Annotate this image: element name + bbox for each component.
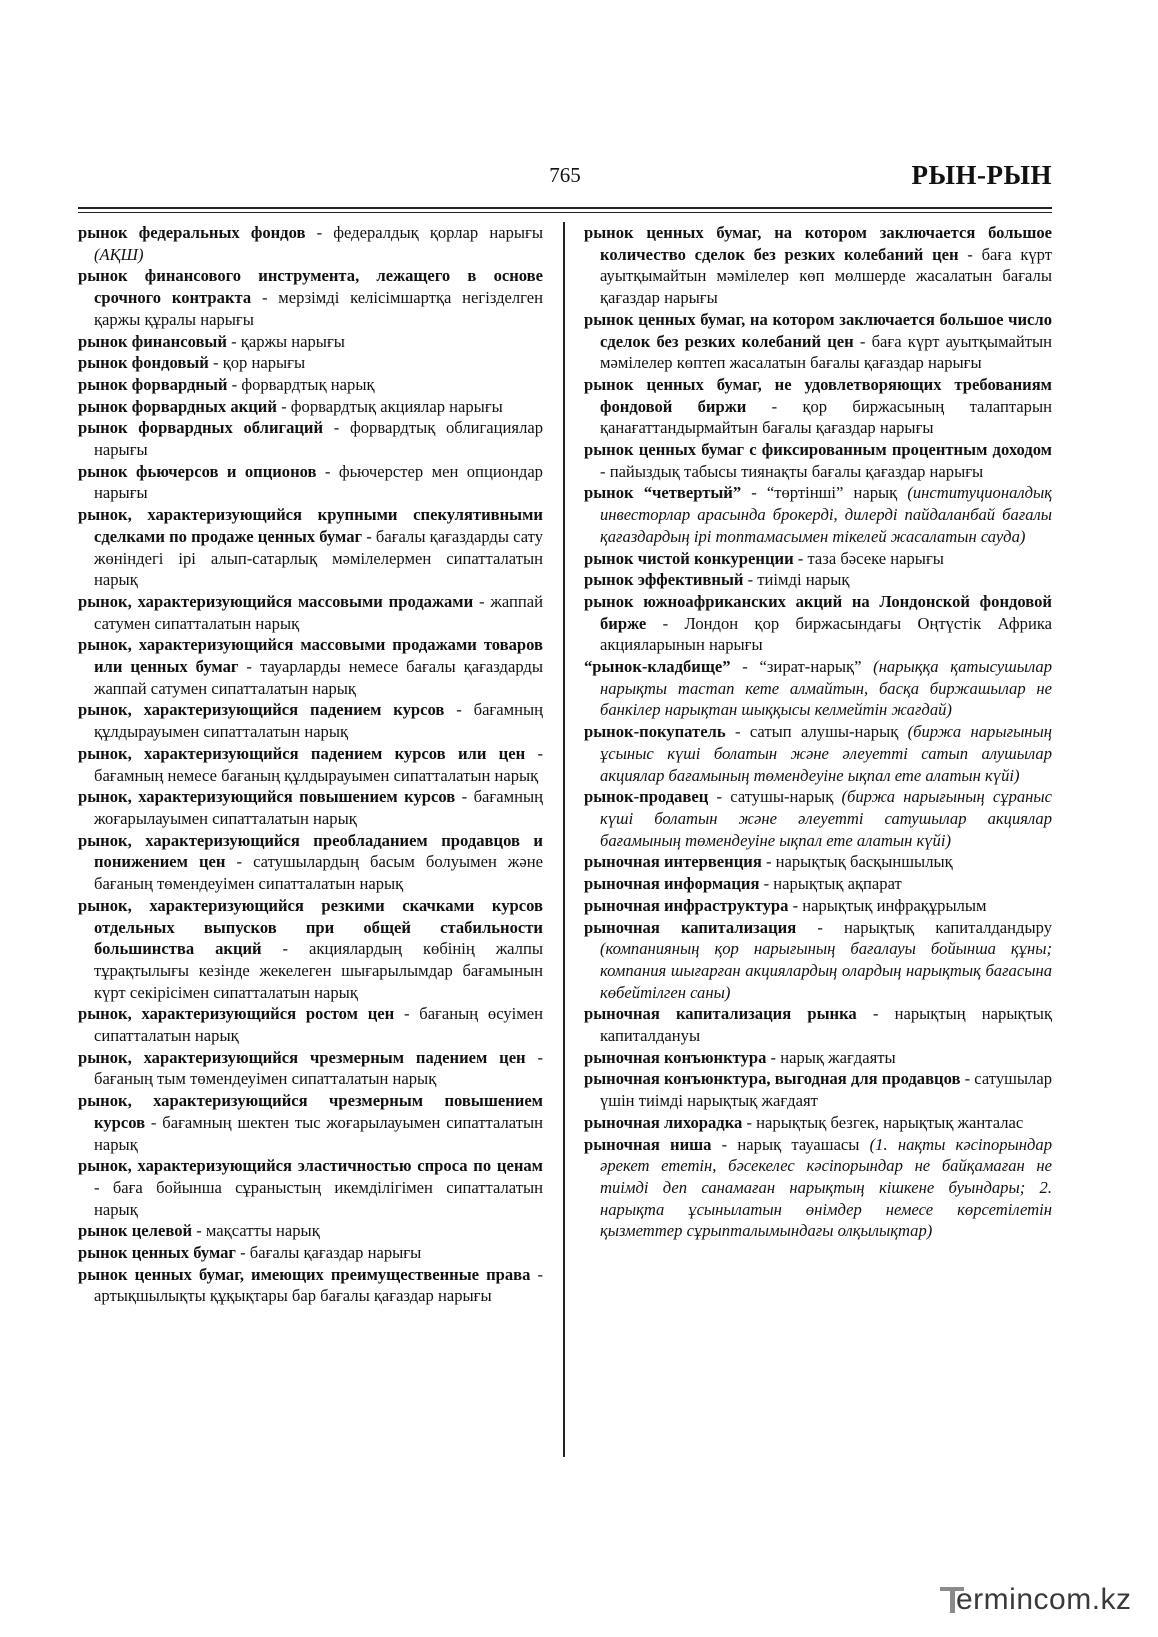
entry-term: рынок форвардный	[78, 374, 228, 394]
dictionary-entry	[78, 396, 543, 418]
entry-separator: -	[473, 591, 491, 611]
right-column	[584, 222, 1052, 1242]
entry-term: рынок ценных бумаг с фиксированным процентным доходом	[584, 440, 1052, 460]
entry-separator: -	[530, 1264, 543, 1284]
entry-separator: -	[323, 418, 350, 438]
dictionary-entry	[78, 417, 543, 460]
entry-term: “рынок-кладбище”	[584, 657, 731, 677]
dictionary-entry	[584, 309, 1052, 374]
entry-note: (АҚШ)	[94, 244, 144, 264]
entry-separator: -	[741, 483, 767, 503]
entry-separator: -	[261, 939, 310, 959]
entry-separator: -	[235, 1243, 250, 1263]
termincom-logo	[940, 1583, 1140, 1623]
entry-term: рынок форвардных акций	[78, 396, 277, 416]
entry-term: рыночная интервенция	[584, 852, 762, 872]
entry-definition: баға күрт ауытқымайтын мәмілелер көптеп жасалатын бағалы қағаздар нарығы	[600, 331, 1052, 373]
dictionary-entry	[584, 721, 1052, 786]
entry-separator: -	[276, 396, 291, 416]
dictionary-entry	[584, 439, 1052, 482]
dictionary-entry	[584, 569, 1052, 591]
entry-separator: -	[742, 1112, 757, 1132]
entry-definition: бағамның жоғарылауымен сипатталатын нарық	[94, 787, 543, 828]
entry-definition: мақсатты нарық	[205, 1221, 320, 1241]
entry-definition: баға күрт ауытқымайтын мәмілелер көп мөлшерде жасалатын бағалы қағаздар нарығы	[600, 244, 1053, 308]
entry-term: рынок-покупатель	[584, 722, 726, 742]
dictionary-entry	[78, 1090, 543, 1155]
entry-separator: -	[316, 461, 339, 481]
entry-separator: -	[761, 852, 776, 872]
dictionary-entry	[78, 895, 543, 1004]
entry-definition: акциялардың көбінің жалпы тұрақтылығы кезінде жекелеген шығарылымдар бағамынын күрт секірісімен сипатталатын нарық	[94, 939, 543, 1002]
entry-separator: -	[796, 917, 845, 937]
entry-term: рынок, характеризующийся чрезмерным падением цен	[78, 1047, 526, 1067]
entry-definition: бағамның шектен тыс жоғарылауымен сипатталатын нарық	[94, 1112, 543, 1154]
entry-term: рынок ценных бумаг, не удовлетворяющих требованиям фондовой биржи	[584, 374, 1052, 416]
dictionary-entry	[584, 895, 1052, 917]
entry-term: рынок южноафриканских акций на Лондонской фондовой бирже	[584, 591, 1052, 633]
dictionary-entry	[78, 352, 543, 374]
dictionary-entry	[78, 591, 543, 634]
entry-term: рынок фондовый	[78, 353, 209, 373]
entry-definition: қор нарығы	[222, 353, 306, 373]
entry-term: рынок, характеризующийся преобладанием продавцов и понижением цен	[78, 830, 543, 872]
dictionary-entry	[584, 786, 1052, 851]
entry-term: рыночная конъюнктура, выгодная для продавцов	[584, 1069, 961, 1089]
dictionary-entry	[584, 482, 1052, 547]
dictionary-entry	[584, 1003, 1052, 1046]
entry-separator: -	[238, 657, 260, 677]
dictionary-entry	[78, 1047, 543, 1090]
entry-term: рынок, характеризующийся крупными спекулятивными сделками по продаже ценных бумаг	[78, 505, 543, 546]
dictionary-entry	[584, 851, 1052, 873]
dictionary-entry	[78, 461, 543, 504]
entry-definition: форвардтық нарық	[241, 374, 375, 394]
entry-separator: -	[394, 1004, 420, 1024]
dictionary-entry	[584, 548, 1052, 570]
entry-definition: артықшылықты құқықтары бар бағалы қағаздар нарығы	[94, 1286, 492, 1306]
entry-term: рынок форвардных облигаций	[78, 418, 324, 438]
entry-note: (биржа нарығының ұсыныс күші болатын және әлеуетті сатып алушылар акциялар бағамының төмендеуіне ықпал ете алатын күйі)	[600, 722, 1053, 785]
entry-definition: пайыздық табысы тиянақты бағалы қағаздар нарығы	[609, 461, 984, 481]
entry-term: рынок фьючерсов и опционов	[78, 461, 317, 481]
dictionary-entry	[584, 591, 1052, 656]
dictionary-entry	[584, 1112, 1052, 1134]
dictionary-entry	[78, 374, 543, 396]
dictionary-entry	[78, 1220, 543, 1242]
entry-separator: -	[226, 331, 241, 351]
dictionary-entry	[584, 656, 1052, 721]
entry-separator: -	[646, 613, 685, 633]
entry-definition: бағамның құлдырауымен сипатталатын нарық	[94, 700, 544, 742]
dictionary-entry	[584, 222, 1052, 309]
entry-separator: -	[788, 895, 803, 915]
entry-separator: -	[853, 331, 872, 351]
entry-separator: -	[525, 743, 543, 763]
entry-definition: тауарларды немесе бағалы қағаздарды жаппай сатумен сипатталатын нарық	[94, 657, 544, 698]
entry-definition: “зират-нарық”	[759, 657, 874, 677]
entry-definition: мерзімді келісімшартқа негізделген қаржы құралы нарығы	[94, 288, 543, 329]
entry-definition: форвардтық облигациялар нарығы	[94, 418, 544, 460]
entry-separator: -	[766, 1047, 781, 1067]
page-number: 765	[549, 163, 581, 187]
entry-term: рыночная ниша	[584, 1134, 712, 1154]
entry-term: рынок ценных бумаг	[78, 1243, 236, 1263]
entry-note: (компанияның қор нарығының бағалауы бойынша құны; компания шығарған акциялардың олардың нарықтық бағасына көбейтілген саны)	[600, 939, 1052, 1002]
entry-separator: -	[525, 1047, 543, 1067]
entry-term: рынок, характеризующийся эластичностью спроса по ценам	[78, 1156, 543, 1176]
entry-definition: сатушылар үшін тиімді нарықтық жағдаят	[600, 1069, 1052, 1111]
entry-definition: Лондон қор биржасындағы Оңтүстік Африка акцияларынын нарығы	[600, 613, 1053, 655]
entry-definition: баға бойынша сұраныстың икемділігімен сипатталатын нарық	[94, 1177, 543, 1219]
dictionary-entry	[78, 786, 543, 829]
entry-separator: -	[227, 374, 242, 394]
entry-term: рынок, характеризующийся массовыми продажами товаров или ценных бумаг	[78, 635, 543, 677]
entry-definition: фьючерстер мен опциондар нарығы	[94, 461, 543, 503]
entry-definition: бағаның өсуімен сипатталатын нарық	[94, 1004, 544, 1046]
entry-definition: қаржы нарығы	[240, 331, 345, 351]
header-rule-thin	[78, 212, 1052, 213]
dictionary-entry	[584, 917, 1052, 1004]
running-head: РЫН-РЫН	[911, 160, 1052, 190]
entry-term: рыночная конъюнктура	[584, 1047, 767, 1067]
entry-term: рыночная инфраструктура	[584, 895, 789, 915]
dictionary-entry	[584, 1068, 1052, 1111]
entry-definition: “төртінші” нарық	[766, 483, 908, 503]
entry-separator: -	[743, 570, 758, 590]
entry-definition: сатып алушы-нарық	[749, 722, 908, 742]
entry-definition: таза бәсеке нарығы	[807, 548, 944, 568]
entry-separator: -	[225, 852, 254, 872]
entry-term: рынок федеральных фондов	[78, 223, 306, 242]
entry-term: рыночная капитализация	[584, 917, 797, 937]
dictionary-entry	[584, 873, 1052, 895]
entry-definition: нарықтық безгек, нарықтық жанталас	[756, 1112, 1024, 1132]
entry-term: рынок, характеризующийся падением курсов или цен	[78, 743, 526, 763]
dictionary-entry	[78, 1155, 543, 1220]
entry-definition: бағалы қағаздар нарығы	[249, 1243, 422, 1263]
dictionary-entry	[78, 1003, 543, 1046]
entry-definition: сатушы-нарық	[730, 787, 842, 807]
entry-separator: -	[362, 526, 376, 546]
entry-term: рынок “четвертый”	[584, 483, 742, 503]
entry-term: рынок финансовый	[78, 331, 227, 351]
header-rule	[78, 207, 1052, 209]
entry-definition: нарықтық инфрақұрылым	[802, 895, 987, 915]
entry-definition: сатушылардың басым болуымен және бағаның төмендеуімен сипатталатын нарық	[94, 852, 543, 894]
entry-term: рыночная капитализация рынка	[584, 1004, 857, 1024]
entry-term: рынок финансового инструмента, лежащего в основе срочного контракта	[78, 266, 543, 308]
entry-separator: -	[746, 396, 803, 416]
entry-term: рынок чистой конкуренции	[584, 548, 794, 568]
entry-separator: -	[708, 787, 731, 807]
entry-definition: бағалы қағаздарды сату жөніндегі ірі алып-сатарлық мәмілелермен сипатталатын нарық	[94, 526, 543, 590]
entry-separator: -	[958, 244, 982, 264]
entry-term: рынок, характеризующийся резкими скачками курсов отдельных выпусков при общей стабильности большинства акций	[78, 895, 543, 959]
dictionary-entry	[584, 1134, 1052, 1243]
entry-note: (биржа нарығының сұраныс күші болатын және әлеуетті сатушылар акциялар бағамының төмендеуіне ықпал ете алатын күйі)	[600, 787, 1053, 850]
entry-separator: -	[759, 874, 774, 894]
entry-definition: тиімді нарық	[757, 570, 850, 590]
entry-separator: -	[600, 461, 610, 481]
entry-separator: -	[305, 223, 334, 242]
entry-definition: нарықтың нарықтық капиталдануы	[600, 1004, 1053, 1046]
dictionary-entry	[78, 331, 543, 353]
entry-term: рыночная информация	[584, 874, 760, 894]
entry-separator: -	[444, 700, 474, 720]
dictionary-entry	[78, 699, 543, 742]
dictionary-entry	[78, 634, 543, 699]
entry-definition: қор биржасының талаптарын қанағаттандырмайтын бағалы қағаздар нарығы	[600, 396, 1053, 438]
entry-term: рынок, характеризующийся повышением курсов	[78, 787, 456, 807]
entry-separator: -	[793, 548, 808, 568]
dictionary-entry	[78, 743, 543, 786]
entry-definition: федералдық қорлар нарығы	[333, 223, 543, 242]
entry-term: рынок, характеризующийся массовыми продажами	[78, 591, 474, 611]
entry-definition: нарықтық басқыншылық	[775, 852, 953, 872]
entry-separator: -	[455, 787, 474, 807]
entry-definition: нарықтық ақпарат	[773, 874, 902, 894]
entry-term: рынок, характеризующийся чрезмерным повышением курсов	[78, 1091, 543, 1132]
entry-separator: -	[94, 1177, 113, 1197]
dictionary-entry	[584, 1047, 1052, 1069]
dictionary-entry	[584, 374, 1052, 439]
dictionary-entry	[78, 1264, 543, 1307]
entry-definition: форвардтық акциялар нарығы	[290, 396, 503, 416]
dictionary-entry	[78, 265, 543, 330]
entry-separator: -	[711, 1134, 738, 1154]
entry-term: рынок целевой	[78, 1221, 193, 1241]
entry-separator: -	[192, 1221, 206, 1241]
entry-term: рынок-продавец	[584, 787, 709, 807]
dictionary-entry	[78, 830, 543, 895]
entry-definition: нарық жағдаяты	[780, 1047, 896, 1067]
entry-definition: нарық тауашасы	[737, 1134, 870, 1154]
dictionary-entry	[78, 1242, 543, 1264]
entry-definition: жаппай сатумен сипатталатын нарық	[94, 591, 543, 633]
column-divider	[563, 222, 565, 1457]
entry-term: рынок, характеризующийся ростом цен	[78, 1004, 395, 1024]
entry-separator: -	[856, 1004, 895, 1024]
dictionary-entry	[78, 222, 543, 265]
entry-separator: -	[730, 657, 760, 677]
entry-note: (нарыққа қатысушылар нарықты тастап кете алмайтын, басқа биржашылар не банкілер нарықтан шыққысы келмейтін жағдай)	[600, 657, 1052, 720]
entry-definition: бағаның тым төмендеуімен сипатталатын нарық	[94, 1069, 437, 1089]
entry-separator: -	[251, 288, 279, 308]
entry-separator: -	[725, 722, 750, 742]
entry-term: рынок ценных бумаг, на котором заключается большое количество сделок без резких колебаний цен	[584, 223, 1052, 264]
entry-definition: нарықтық капиталдандыру	[844, 917, 1053, 937]
entry-note: (1. нақты кәсіпорындар әрекет ететін, бәсекелес кәсіпорындар не байқамаған не тиімді деп санамаған нарықтың кішкене буындары; 2. нарықта ұсынылатын өнімдер немесе көрсетілетін қызметтер сұрыпталымындағы олқылықтар)	[600, 1134, 1053, 1241]
entry-term: рыночная лихорадка	[584, 1112, 743, 1132]
left-column	[78, 222, 543, 1307]
dictionary-entry	[78, 504, 543, 591]
logo-text: ermincom.kz	[956, 1583, 1132, 1616]
entry-separator: -	[960, 1069, 975, 1089]
entry-term: рынок ценных бумаг, имеющих преимущественные права	[78, 1264, 531, 1284]
entry-definition: бағамның немесе бағаның құлдырауымен сипатталатын нарық	[94, 765, 539, 785]
entry-term: рынок ценных бумаг, на котором заключается большое число сделок без резких колебаний цен	[584, 309, 1052, 351]
entry-separator: -	[208, 353, 223, 373]
entry-note: (институционалдық инвесторлар арасында брокерді, дилерді пайдаланбай бағалы қағаздардың ірі топтамасымен тікелей жасалатын сауда)	[600, 483, 1052, 546]
entry-separator: -	[145, 1112, 163, 1132]
entry-term: рынок эффективный	[584, 570, 744, 590]
entry-term: рынок, характеризующийся падением курсов	[78, 700, 445, 720]
